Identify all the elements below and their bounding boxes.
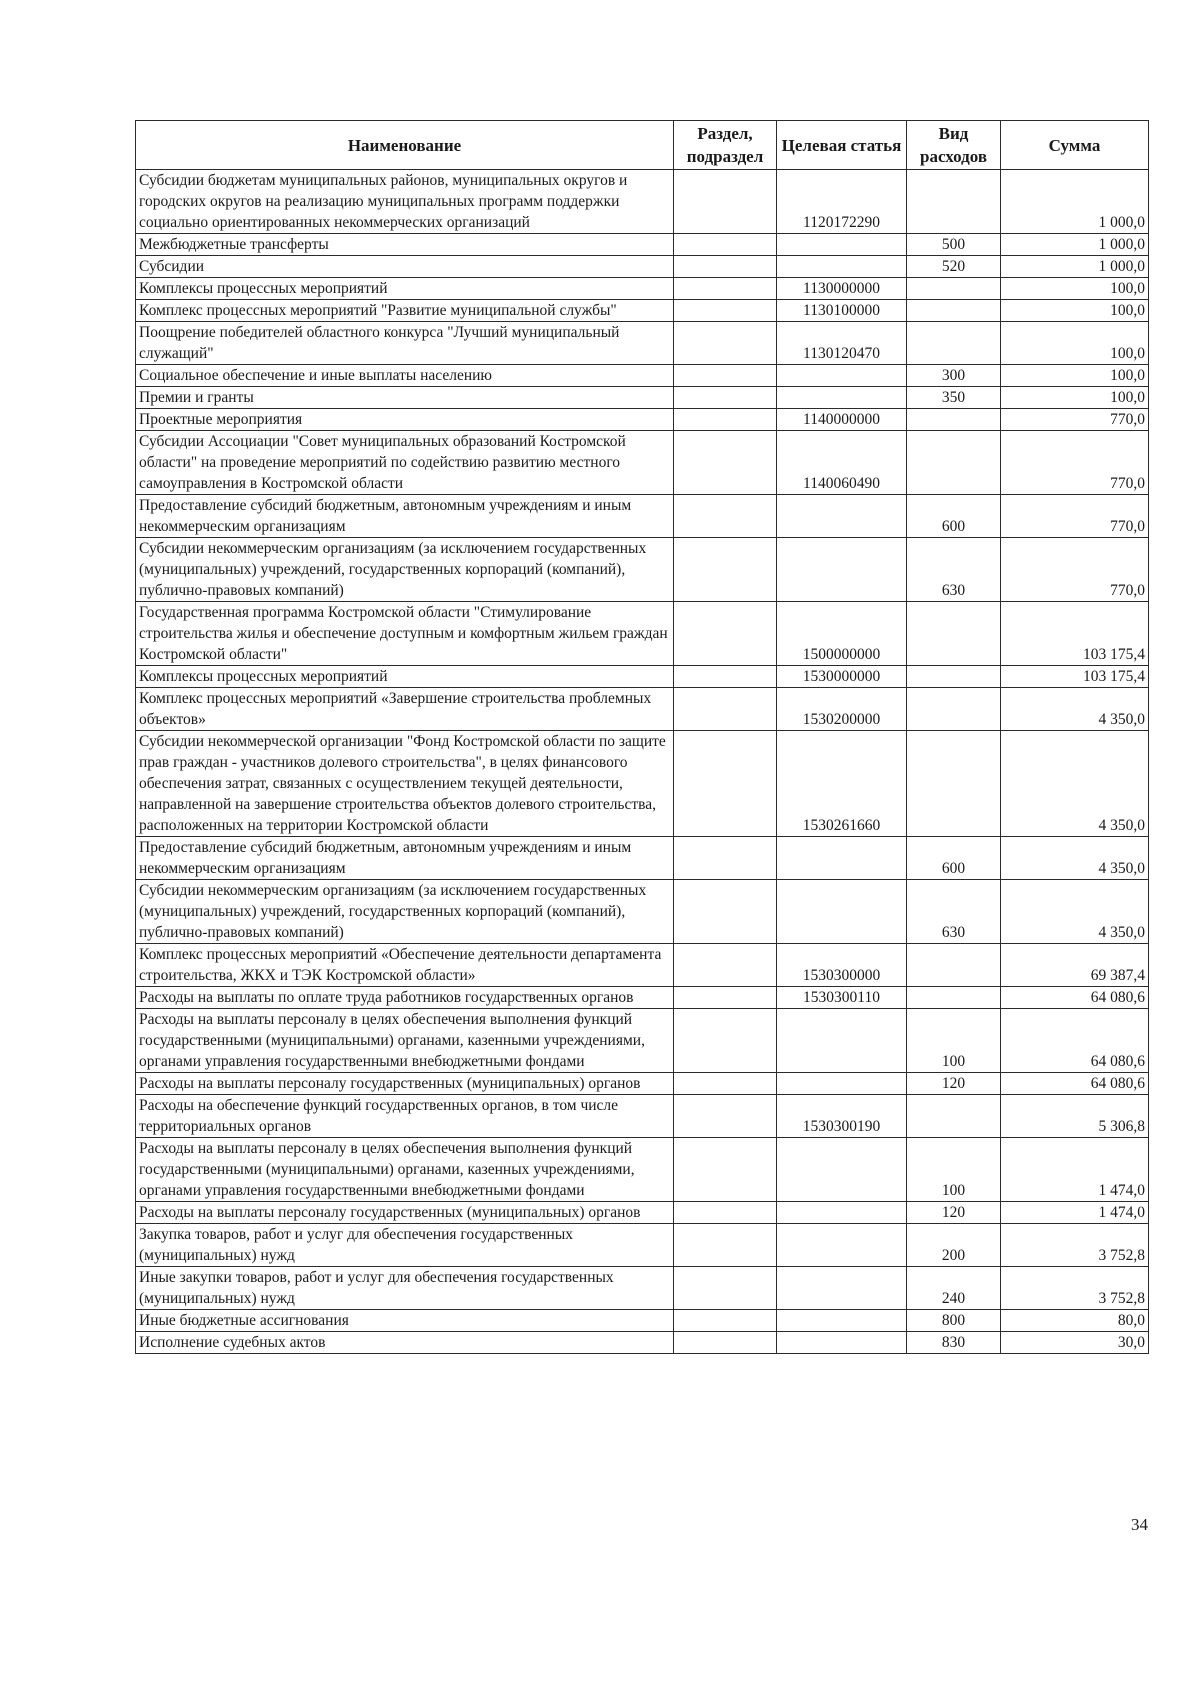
- cell-sum: 1 000,0: [1001, 256, 1149, 278]
- cell-name: Субсидии: [136, 256, 674, 278]
- table-row: [136, 1073, 1149, 1095]
- cell-name: Субсидии Ассоциации "Совет муниципальных образований Костромской области" на проведение мероприятий по содействию развитию местного самоуправления в Костромской области: [136, 431, 674, 495]
- cell-sum: 100,0: [1001, 300, 1149, 322]
- cell-section: [674, 387, 777, 409]
- cell-section: [674, 256, 777, 278]
- cell-target-article: [777, 1267, 907, 1310]
- cell-section: [674, 234, 777, 256]
- cell-target-article: 1120172290: [777, 170, 907, 234]
- cell-target-article: [777, 387, 907, 409]
- cell-name: Исполнение судебных актов: [136, 1332, 674, 1354]
- cell-name: Комплексы процессных мероприятий: [136, 666, 674, 688]
- table-row: [136, 234, 1149, 256]
- table-row: [136, 322, 1149, 365]
- cell-section: [674, 1202, 777, 1224]
- cell-section: [674, 409, 777, 431]
- table-row: [136, 387, 1149, 409]
- cell-target-article: 1140000000: [777, 409, 907, 431]
- cell-expense-type: [907, 944, 1001, 987]
- cell-sum: 100,0: [1001, 278, 1149, 300]
- cell-target-article: [777, 837, 907, 880]
- table-row: [136, 1202, 1149, 1224]
- cell-name: Субсидии бюджетам муниципальных районов, муниципальных округов и городских округов на реализацию муниципальных программ поддержки социально ориентированных некоммерческих организаций: [136, 170, 674, 234]
- table-row: [136, 495, 1149, 538]
- cell-sum: 770,0: [1001, 431, 1149, 495]
- cell-expense-type: [907, 278, 1001, 300]
- cell-expense-type: 200: [907, 1224, 1001, 1267]
- table-row: [136, 731, 1149, 837]
- cell-target-article: 1530300190: [777, 1095, 907, 1138]
- table-row: [136, 688, 1149, 731]
- cell-name: Субсидии некоммерческим организациям (за исключением государственных (муниципальных) учреждений, государственных корпораций (компаний), публично-правовых компаний): [136, 538, 674, 602]
- cell-target-article: [777, 256, 907, 278]
- cell-expense-type: 120: [907, 1073, 1001, 1095]
- cell-sum: 30,0: [1001, 1332, 1149, 1354]
- cell-target-article: [777, 880, 907, 944]
- cell-sum: 770,0: [1001, 409, 1149, 431]
- table-row: [136, 300, 1149, 322]
- cell-sum: 100,0: [1001, 365, 1149, 387]
- cell-section: [674, 495, 777, 538]
- cell-name: Государственная программа Костромской области "Стимулирование строительства жилья и обеспечение доступным и комфортным жильем граждан Костромской области": [136, 602, 674, 666]
- cell-sum: 770,0: [1001, 495, 1149, 538]
- cell-section: [674, 1073, 777, 1095]
- cell-sum: 3 752,8: [1001, 1267, 1149, 1310]
- cell-section: [674, 1095, 777, 1138]
- table-row: [136, 1095, 1149, 1138]
- cell-section: [674, 880, 777, 944]
- cell-sum: 4 350,0: [1001, 837, 1149, 880]
- table-row: [136, 365, 1149, 387]
- cell-sum: 1 474,0: [1001, 1138, 1149, 1202]
- cell-target-article: [777, 495, 907, 538]
- cell-name: Расходы на выплаты персоналу государственных (муниципальных) органов: [136, 1202, 674, 1224]
- page-number: 34: [1131, 1515, 1148, 1534]
- table-row: [136, 256, 1149, 278]
- cell-sum: 80,0: [1001, 1310, 1149, 1332]
- cell-name: Комплекс процессных мероприятий "Развитие муниципальной службы": [136, 300, 674, 322]
- cell-name: Расходы на обеспечение функций государственных органов, в том числе территориальных органов: [136, 1095, 674, 1138]
- cell-name: Межбюджетные трансферты: [136, 234, 674, 256]
- cell-name: Расходы на выплаты персоналу государственных (муниципальных) органов: [136, 1073, 674, 1095]
- table-row: [136, 1009, 1149, 1073]
- cell-sum: 4 350,0: [1001, 880, 1149, 944]
- cell-expense-type: [907, 409, 1001, 431]
- cell-name: Расходы на выплаты по оплате труда работников государственных органов: [136, 987, 674, 1009]
- cell-target-article: 1130100000: [777, 300, 907, 322]
- cell-expense-type: 830: [907, 1332, 1001, 1354]
- cell-expense-type: 630: [907, 538, 1001, 602]
- cell-expense-type: 350: [907, 387, 1001, 409]
- cell-expense-type: 630: [907, 880, 1001, 944]
- cell-target-article: [777, 234, 907, 256]
- cell-sum: 5 306,8: [1001, 1095, 1149, 1138]
- cell-section: [674, 322, 777, 365]
- table-row: [136, 602, 1149, 666]
- cell-target-article: 1130120470: [777, 322, 907, 365]
- cell-name: Проектные мероприятия: [136, 409, 674, 431]
- cell-section: [674, 1310, 777, 1332]
- cell-expense-type: [907, 1095, 1001, 1138]
- cell-target-article: [777, 1332, 907, 1354]
- cell-section: [674, 837, 777, 880]
- cell-target-article: 1530261660: [777, 731, 907, 837]
- cell-name: Закупка товаров, работ и услуг для обеспечения государственных (муниципальных) нужд: [136, 1224, 674, 1267]
- cell-name: Расходы на выплаты персоналу в целях обеспечения выполнения функций государственными (муниципальными) органами, казенными учреждениями, органами управления государственными внебюджетными фондами: [136, 1009, 674, 1073]
- cell-name: Комплекс процессных мероприятий «Обеспечение деятельности департамента строительства, ЖКХ и ТЭК Костромской области»: [136, 944, 674, 987]
- cell-section: [674, 365, 777, 387]
- cell-expense-type: [907, 987, 1001, 1009]
- cell-target-article: 1140060490: [777, 431, 907, 495]
- cell-sum: 1 474,0: [1001, 1202, 1149, 1224]
- cell-sum: 64 080,6: [1001, 987, 1149, 1009]
- table-row: [136, 666, 1149, 688]
- table-row: [136, 538, 1149, 602]
- budget-table: [135, 120, 1149, 1354]
- cell-expense-type: [907, 170, 1001, 234]
- cell-section: [674, 1267, 777, 1310]
- cell-name: Расходы на выплаты персоналу в целях обеспечения выполнения функций государственными (муниципальными) органами, казенных учреждениями, органами управления государственными внебюджетными фондами: [136, 1138, 674, 1202]
- header-section: Раздел, подраздел: [674, 121, 777, 170]
- cell-name: Поощрение победителей областного конкурса "Лучший муниципальный служащий": [136, 322, 674, 365]
- cell-name: Субсидии некоммерческой организации "Фонд Костромской области по защите прав граждан - участников долевого строительства", в целях финансового обеспечения затрат, связанных с осуществлением текущей деятельности, направленной на завершение строительства объектов долевого строительства, расположенных на территории Костромской области: [136, 731, 674, 837]
- cell-section: [674, 170, 777, 234]
- table-body: [136, 170, 1149, 1354]
- cell-name: Предоставление субсидий бюджетным, автономным учреждениям и иным некоммерческим организациям: [136, 837, 674, 880]
- cell-sum: 69 387,4: [1001, 944, 1149, 987]
- cell-section: [674, 602, 777, 666]
- cell-target-article: [777, 1224, 907, 1267]
- cell-section: [674, 431, 777, 495]
- cell-sum: 64 080,6: [1001, 1073, 1149, 1095]
- cell-expense-type: 100: [907, 1009, 1001, 1073]
- cell-sum: 100,0: [1001, 322, 1149, 365]
- cell-section: [674, 278, 777, 300]
- cell-expense-type: 600: [907, 495, 1001, 538]
- cell-section: [674, 731, 777, 837]
- cell-target-article: [777, 1009, 907, 1073]
- cell-section: [674, 300, 777, 322]
- table-row: [136, 987, 1149, 1009]
- table-row: [136, 1267, 1149, 1310]
- cell-target-article: 1530000000: [777, 666, 907, 688]
- cell-sum: 3 752,8: [1001, 1224, 1149, 1267]
- cell-sum: 103 175,4: [1001, 666, 1149, 688]
- table-row: [136, 944, 1149, 987]
- cell-expense-type: 120: [907, 1202, 1001, 1224]
- table-row: [136, 409, 1149, 431]
- cell-name: Иные закупки товаров, работ и услуг для обеспечения государственных (муниципальных) нужд: [136, 1267, 674, 1310]
- table-row: [136, 1224, 1149, 1267]
- table-row: [136, 1138, 1149, 1202]
- table-row: [136, 278, 1149, 300]
- cell-sum: 1 000,0: [1001, 234, 1149, 256]
- cell-name: Субсидии некоммерческим организациям (за исключением государственных (муниципальных) учреждений, государственных корпораций (компаний), публично-правовых компаний): [136, 880, 674, 944]
- cell-section: [674, 1224, 777, 1267]
- cell-sum: 100,0: [1001, 387, 1149, 409]
- cell-name: Премии и гранты: [136, 387, 674, 409]
- table-row: [136, 431, 1149, 495]
- cell-name: Комплексы процессных мероприятий: [136, 278, 674, 300]
- cell-section: [674, 987, 777, 1009]
- cell-sum: 4 350,0: [1001, 731, 1149, 837]
- cell-section: [674, 944, 777, 987]
- cell-target-article: [777, 538, 907, 602]
- cell-target-article: [777, 365, 907, 387]
- cell-target-article: [777, 1310, 907, 1332]
- cell-expense-type: 500: [907, 234, 1001, 256]
- table-row: [136, 837, 1149, 880]
- cell-expense-type: [907, 731, 1001, 837]
- cell-expense-type: 600: [907, 837, 1001, 880]
- cell-expense-type: 100: [907, 1138, 1001, 1202]
- cell-expense-type: [907, 431, 1001, 495]
- cell-sum: 770,0: [1001, 538, 1149, 602]
- cell-sum: 4 350,0: [1001, 688, 1149, 731]
- table-row: [136, 880, 1149, 944]
- header-expense-type: Вид расходов: [907, 121, 1001, 170]
- cell-expense-type: 300: [907, 365, 1001, 387]
- cell-target-article: 1530300000: [777, 944, 907, 987]
- cell-name: Комплекс процессных мероприятий «Завершение строительства проблемных объектов»: [136, 688, 674, 731]
- table-header: [136, 121, 1149, 170]
- cell-target-article: 1500000000: [777, 602, 907, 666]
- cell-target-article: 1130000000: [777, 278, 907, 300]
- cell-sum: 1 000,0: [1001, 170, 1149, 234]
- cell-target-article: [777, 1202, 907, 1224]
- cell-section: [674, 688, 777, 731]
- cell-name: Предоставление субсидий бюджетным, автономным учреждениям и иным некоммерческим организациям: [136, 495, 674, 538]
- cell-expense-type: [907, 602, 1001, 666]
- cell-sum: 103 175,4: [1001, 602, 1149, 666]
- cell-expense-type: [907, 300, 1001, 322]
- header-sum: Сумма: [1001, 121, 1149, 170]
- cell-name: Социальное обеспечение и иные выплаты населению: [136, 365, 674, 387]
- cell-target-article: [777, 1073, 907, 1095]
- cell-sum: 64 080,6: [1001, 1009, 1149, 1073]
- cell-section: [674, 1332, 777, 1354]
- cell-expense-type: 800: [907, 1310, 1001, 1332]
- header-target-article: Целевая статья: [777, 121, 907, 170]
- cell-section: [674, 666, 777, 688]
- cell-expense-type: 240: [907, 1267, 1001, 1310]
- cell-expense-type: [907, 322, 1001, 365]
- budget-table-container: [135, 120, 1148, 1354]
- cell-expense-type: [907, 688, 1001, 731]
- cell-expense-type: [907, 666, 1001, 688]
- cell-expense-type: 520: [907, 256, 1001, 278]
- table-row: [136, 1310, 1149, 1332]
- cell-name: Иные бюджетные ассигнования: [136, 1310, 674, 1332]
- cell-target-article: [777, 1138, 907, 1202]
- table-row: [136, 1332, 1149, 1354]
- cell-section: [674, 538, 777, 602]
- cell-section: [674, 1009, 777, 1073]
- table-row: [136, 170, 1149, 234]
- cell-section: [674, 1138, 777, 1202]
- header-name: Наименование: [136, 121, 674, 170]
- cell-target-article: 1530200000: [777, 688, 907, 731]
- cell-target-article: 1530300110: [777, 987, 907, 1009]
